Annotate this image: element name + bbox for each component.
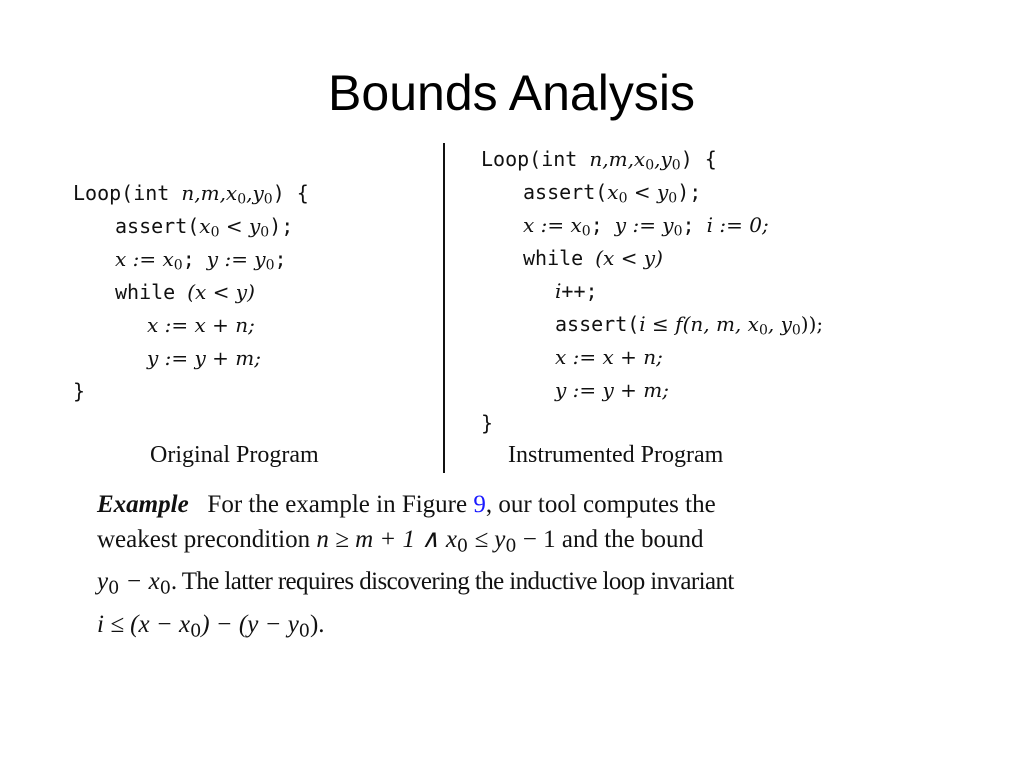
assert-end: ); bbox=[269, 214, 294, 238]
code-line-close bbox=[481, 407, 823, 440]
example-label: Example bbox=[97, 491, 189, 518]
code-line-bound-assert bbox=[481, 308, 823, 341]
subscript: 0 bbox=[673, 223, 683, 240]
precondition-math: − 1 bbox=[516, 526, 556, 553]
loop-keyword: Loop(int bbox=[73, 181, 182, 205]
loop-param-y: ,y bbox=[246, 181, 264, 205]
assert-compare: < y bbox=[219, 214, 261, 238]
subscript: 0 bbox=[260, 224, 270, 241]
close-brace: } bbox=[73, 379, 86, 403]
bound-end: )); bbox=[800, 312, 824, 336]
increment-var: i bbox=[555, 279, 562, 303]
assign-y: y := y bbox=[206, 247, 266, 271]
figure-reference-link[interactable]: 9 bbox=[473, 491, 486, 518]
close-brace: } bbox=[481, 411, 494, 435]
assign-y: y := y bbox=[614, 213, 674, 237]
instrumented-program-caption: Instrumented Program bbox=[508, 442, 724, 468]
subscript: 0 bbox=[791, 322, 801, 339]
while-condition: (x < y) bbox=[595, 246, 663, 270]
assert-end: ); bbox=[677, 180, 702, 204]
invariant-math: ) − (y − y bbox=[201, 610, 299, 638]
assign-semi: ; bbox=[274, 247, 287, 271]
code-line-increment bbox=[481, 275, 823, 308]
example-line-4 bbox=[97, 607, 939, 649]
bound-expression: i ≤ f(n, m, x bbox=[639, 312, 759, 336]
example-text: and the bound bbox=[555, 526, 704, 553]
subscript: 0 bbox=[263, 191, 273, 208]
body-x-update: x := x + n; bbox=[555, 345, 663, 369]
subscript: 0 bbox=[645, 157, 655, 174]
subscript: 0 bbox=[581, 223, 591, 240]
code-line-while bbox=[73, 276, 309, 309]
assert-keyword: assert( bbox=[115, 214, 200, 238]
bound-expression-y: , y bbox=[767, 312, 792, 336]
code-line-assign bbox=[73, 243, 309, 276]
subscript: 0 bbox=[456, 536, 469, 557]
original-program-caption: Original Program bbox=[150, 442, 319, 468]
body-y-update: y := y + m; bbox=[147, 346, 261, 370]
code-line-assert bbox=[73, 210, 309, 243]
loop-keyword: Loop(int bbox=[481, 147, 590, 171]
subscript: 0 bbox=[618, 190, 628, 207]
code-line-close bbox=[73, 375, 309, 408]
code-line-body2 bbox=[481, 374, 823, 407]
while-condition: (x < y) bbox=[187, 280, 255, 304]
example-text: . The latter requires discovering the inductive loop invariant bbox=[170, 568, 734, 596]
assert-keyword: assert( bbox=[523, 180, 608, 204]
assert-compare: < y bbox=[627, 180, 669, 204]
subscript: 0 bbox=[159, 578, 171, 599]
code-line-loop bbox=[73, 177, 309, 210]
subscript: 0 bbox=[108, 578, 120, 599]
invariant-math: i ≤ (x − x bbox=[97, 610, 191, 638]
example-text: , our tool computes the bbox=[485, 491, 716, 518]
assert-var: x bbox=[199, 214, 211, 238]
subscript: 0 bbox=[190, 621, 202, 642]
subscript: 0 bbox=[671, 157, 681, 174]
code-line-loop bbox=[481, 143, 823, 176]
increment-op: ++; bbox=[561, 279, 598, 303]
column-divider bbox=[443, 143, 445, 473]
loop-open: ) { bbox=[680, 147, 717, 171]
original-program-code bbox=[73, 177, 309, 408]
invariant-end: ). bbox=[309, 610, 325, 638]
subscript: 0 bbox=[298, 621, 310, 642]
subscript: 0 bbox=[265, 257, 275, 274]
body-y-update: y := y + m; bbox=[555, 378, 669, 402]
assign-x: x := x bbox=[115, 247, 174, 271]
assign-i: i := 0; bbox=[706, 213, 769, 237]
loop-params: n,m,x bbox=[589, 147, 646, 171]
loop-param-y: ,y bbox=[654, 147, 672, 171]
assert-keyword: assert( bbox=[555, 312, 640, 336]
code-line-assert bbox=[481, 176, 823, 209]
code-line-body1 bbox=[73, 309, 309, 342]
code-line-body2 bbox=[73, 342, 309, 375]
slide-title: Bounds Analysis bbox=[328, 65, 695, 121]
bound-math: y bbox=[97, 568, 109, 596]
assign-x: x := x bbox=[523, 213, 582, 237]
precondition-math: ≤ y bbox=[468, 526, 506, 553]
example-paragraph bbox=[97, 487, 939, 649]
example-text: weakest precondition bbox=[97, 526, 317, 553]
subscript: 0 bbox=[505, 536, 517, 557]
example-line-2 bbox=[97, 522, 939, 564]
while-keyword: while bbox=[523, 246, 596, 270]
example-text: For the example in Figure bbox=[207, 491, 474, 518]
example-line-1 bbox=[97, 487, 939, 522]
assign-sep: ; bbox=[182, 247, 207, 271]
assert-var: x bbox=[607, 180, 619, 204]
while-keyword: while bbox=[115, 280, 188, 304]
subscript: 0 bbox=[173, 257, 183, 274]
subscript: 0 bbox=[668, 190, 678, 207]
subscript: 0 bbox=[758, 322, 768, 339]
assign-sep: ; bbox=[590, 213, 615, 237]
loop-open: ) { bbox=[272, 181, 309, 205]
bound-math: − x bbox=[119, 568, 160, 596]
example-line-3 bbox=[97, 564, 939, 606]
body-x-update: x := x + n; bbox=[147, 313, 255, 337]
subscript: 0 bbox=[237, 191, 247, 208]
subscript: 0 bbox=[210, 224, 220, 241]
precondition-math: n ≥ m + 1 ∧ x bbox=[316, 526, 457, 553]
instrumented-program-code bbox=[481, 143, 823, 440]
loop-params: n,m,x bbox=[181, 181, 238, 205]
code-line-while bbox=[481, 242, 823, 275]
code-line-assign bbox=[481, 209, 823, 242]
code-line-body1 bbox=[481, 341, 823, 374]
assign-sep: ; bbox=[682, 213, 707, 237]
